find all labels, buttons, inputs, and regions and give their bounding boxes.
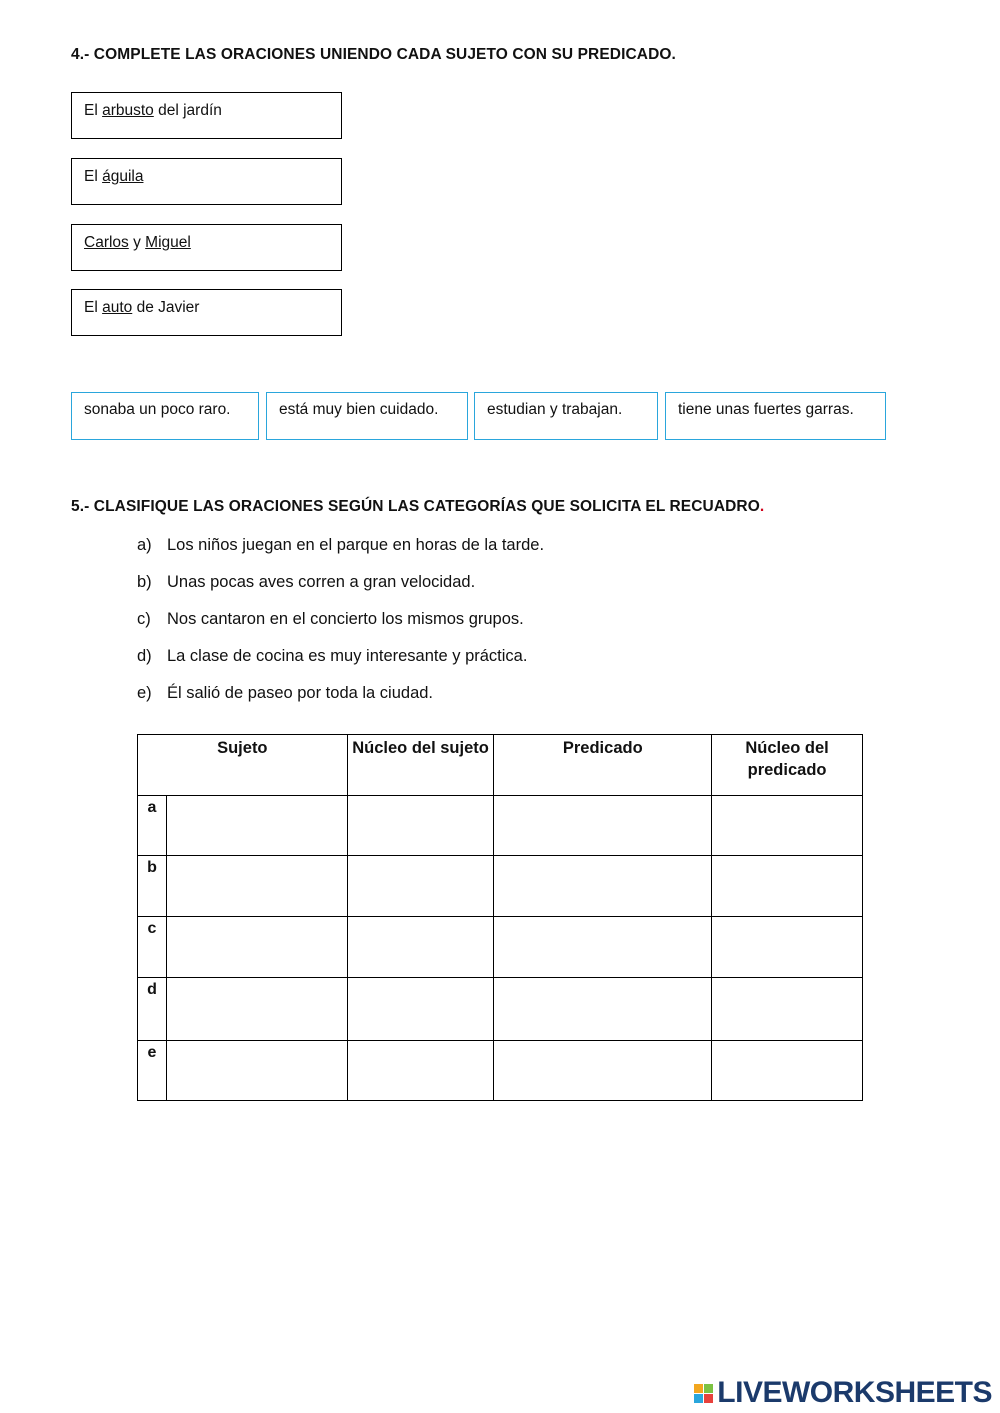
sentence-text: Unas pocas aves corren a gran velocidad. [167, 573, 476, 591]
liveworksheets-logo [694, 1376, 992, 1410]
section-4-heading: 4.- COMPLETE LAS ORACIONES UNIENDO CADA SUJETO CON SU PREDICADO. [71, 46, 676, 63]
list-letter: c) [137, 610, 151, 628]
answer-cell-predicado[interactable] [494, 917, 712, 978]
answer-cell-predicado[interactable] [494, 978, 712, 1041]
section-5-heading-text: 5.- CLASIFIQUE LAS ORACIONES SEGÚN LAS CATEGORÍAS QUE SOLICITA EL RECUADRO [71, 498, 760, 515]
answer-cell-predicado[interactable] [494, 1041, 712, 1101]
subject-nucleus: Carlos [84, 234, 129, 251]
row-label: d [138, 978, 167, 1041]
subject-nucleus: Miguel [145, 234, 191, 251]
table-header-row [138, 735, 863, 796]
subject-box-2[interactable] [71, 158, 342, 205]
table-row [138, 917, 863, 978]
answer-cell-nucleo-sujeto[interactable] [347, 856, 494, 917]
row-label: a [138, 796, 167, 856]
answer-cell-nucleo-predicado[interactable] [712, 796, 863, 856]
answer-cell-nucleo-predicado[interactable] [712, 1041, 863, 1101]
list-item [137, 684, 544, 721]
table-row [138, 1041, 863, 1101]
header-sujeto: Sujeto [138, 735, 348, 796]
header-predicado: Predicado [494, 735, 712, 796]
row-label: e [138, 1041, 167, 1101]
sentence-list [137, 536, 544, 721]
answer-cell-nucleo-sujeto[interactable] [347, 978, 494, 1041]
predicate-box-3[interactable]: estudian y trabajan. [474, 392, 658, 440]
answer-cell-predicado[interactable] [494, 856, 712, 917]
subject-text: y [128, 234, 146, 251]
list-item [137, 573, 544, 610]
list-letter: e) [137, 684, 152, 702]
list-item [137, 647, 544, 684]
answer-cell-sujeto[interactable] [166, 796, 347, 856]
answer-cell-sujeto[interactable] [166, 856, 347, 917]
predicate-box-4[interactable]: tiene unas fuertes garras. [665, 392, 886, 440]
answer-cell-nucleo-sujeto[interactable] [347, 796, 494, 856]
subject-text: El [84, 299, 103, 316]
header-nucleo-predicado: Núcleo del predicado [712, 735, 863, 796]
row-label: c [138, 917, 167, 978]
subject-box-4[interactable] [71, 289, 342, 336]
row-label: b [138, 856, 167, 917]
answer-cell-nucleo-sujeto[interactable] [347, 917, 494, 978]
answer-cell-sujeto[interactable] [166, 917, 347, 978]
table-row [138, 978, 863, 1041]
subject-text: El [84, 168, 103, 185]
sentence-text: Él salió de paseo por toda la ciudad. [167, 684, 434, 702]
table-row [138, 796, 863, 856]
answer-cell-nucleo-predicado[interactable] [712, 917, 863, 978]
answer-cell-sujeto[interactable] [166, 978, 347, 1041]
subject-text: del jardín [153, 102, 222, 119]
list-letter: b) [137, 573, 152, 591]
answer-cell-sujeto[interactable] [166, 1041, 347, 1101]
sentence-text: La clase de cocina es muy interesante y práctica. [167, 647, 528, 665]
subject-nucleus: auto [102, 299, 133, 316]
section-5-heading [71, 498, 764, 516]
subject-box-3[interactable] [71, 224, 342, 271]
logo-text: LIVEWORKSHEETS [717, 1376, 992, 1409]
subject-nucleus: águila [102, 168, 144, 185]
classification-table [137, 734, 863, 1101]
predicate-box-2[interactable]: está muy bien cuidado. [266, 392, 468, 440]
list-item [137, 536, 544, 573]
sentence-text: Nos cantaron en el concierto los mismos grupos. [167, 610, 524, 628]
subject-nucleus: arbusto [102, 102, 154, 119]
subject-text: El [84, 102, 103, 119]
answer-cell-nucleo-predicado[interactable] [712, 856, 863, 917]
sentence-text: Los niños juegan en el parque en horas de la tarde. [167, 536, 545, 554]
answer-cell-nucleo-sujeto[interactable] [347, 1041, 494, 1101]
predicate-box-1[interactable]: sonaba un poco raro. [71, 392, 259, 440]
heading-dot: . [759, 498, 765, 515]
table-row [138, 856, 863, 917]
list-letter: d) [137, 647, 152, 665]
header-nucleo-sujeto: Núcleo del sujeto [347, 735, 494, 796]
logo-mark-icon [694, 1384, 713, 1403]
list-letter: a) [137, 536, 152, 554]
answer-cell-predicado[interactable] [494, 796, 712, 856]
list-item [137, 610, 544, 647]
subject-box-1[interactable] [71, 92, 342, 139]
answer-cell-nucleo-predicado[interactable] [712, 978, 863, 1041]
subject-text: de Javier [132, 299, 200, 316]
